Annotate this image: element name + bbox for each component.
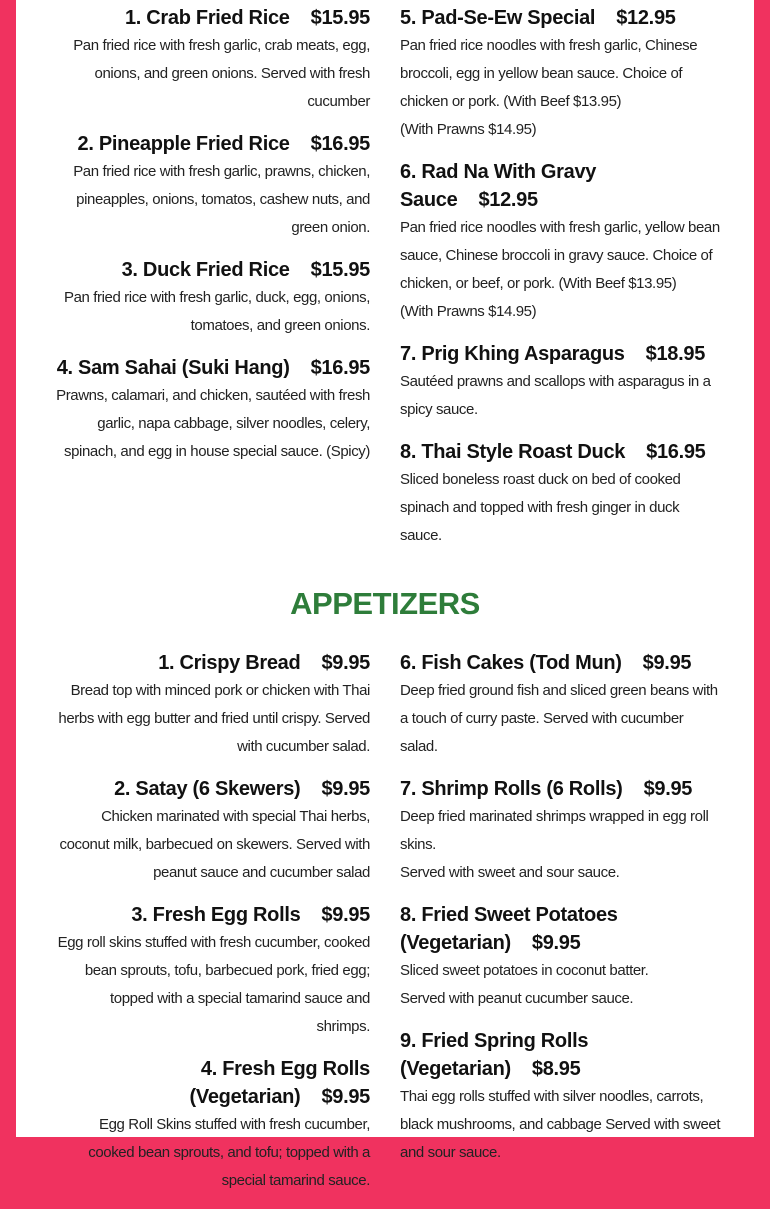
menu-item-title: 6. Fish Cakes (Tod Mun) $9.95 (400, 652, 692, 674)
menu-item-title: 8. Fried Sweet Potatoes (Vegetarian) $9.95 (400, 904, 618, 954)
menu-item (400, 901, 722, 1013)
menu-item-description: Pan fried rice with fresh garlic, crab meats, egg, onions, and green onions. Served with fresh cucumber (73, 37, 374, 110)
menu-item-description: Deep fried marinated shrimps wrapped in egg roll skins. Served with sweet and sour sauce. (400, 808, 709, 881)
menu-item-title: 2. Satay (6 Skewers) $9.95 (114, 778, 370, 800)
menu-item (400, 649, 722, 761)
menu-item (56, 4, 374, 116)
menu-item-description: Pan fried rice with fresh garlic, duck, egg, onions, tomatoes, and green onions. (63, 289, 374, 334)
menu-item (56, 1055, 374, 1195)
menu-item-description: Thai egg rolls stuffed with silver noodles, carrots, black mushrooms, and cabbage Served with sweet and sour sauce. (400, 1088, 724, 1161)
menu-item (56, 901, 374, 1041)
menu-item-description: Sautéed prawns and scallops with asparagus in a spicy sauce. (400, 373, 715, 418)
appetizers-right-column (400, 649, 722, 1181)
menu-item-title: 1. Crab Fried Rice $15.95 (124, 7, 370, 29)
menu-item (400, 340, 722, 424)
menu-item-title: 2. Pineapple Fried Rice $16.95 (77, 133, 370, 155)
menu-item-description: Prawns, calamari, and chicken, sautéed with fresh garlic, napa cabbage, silver noodles, celery, spinach, and egg in house special sauce. (Spicy) (56, 387, 374, 460)
noodles-left-column (56, 4, 374, 480)
menu-item-description: Sliced sweet potatoes in coconut batter. Served with peanut cucumber sauce. (400, 962, 649, 1007)
menu-item-title: 5. Pad-Se-Ew Special $12.95 (400, 7, 676, 29)
menu-item-title: 3. Duck Fried Rice $15.95 (121, 259, 370, 281)
menu-item-description: Egg roll skins stuffed with fresh cucumber, cooked bean sprouts, tofu, barbecued pork, fried egg; topped with a special tamarind sauce and shrimps. (57, 934, 374, 1035)
appetizers-heading: APPETIZERS (290, 586, 480, 621)
menu-item-description: Chicken marinated with special Thai herbs, coconut milk, barbecued on skewers. Served with peanut sauce and cucumber salad (59, 808, 374, 881)
menu-item-description: Deep fried ground fish and sliced green beans with a touch of curry paste. Served with cucumber salad. (400, 682, 722, 755)
menu-item (400, 1027, 722, 1167)
menu-item-description: Pan fried rice with fresh garlic, prawns, chicken, pineapples, onions, tomatos, cashew nuts, and green onion. (73, 163, 374, 236)
menu-item-title: 8. Thai Style Roast Duck $16.95 (400, 441, 706, 463)
menu-item-title: 6. Rad Na With Gravy Sauce $12.95 (400, 161, 597, 211)
menu-item (400, 775, 722, 887)
menu-item (56, 649, 374, 761)
menu-item (400, 438, 722, 550)
noodles-right-column (400, 4, 722, 564)
menu-item-title: 7. Prig Khing Asparagus $18.95 (400, 343, 706, 365)
menu-item-title: 4. Fresh Egg Rolls (Vegetarian) $9.95 (189, 1058, 370, 1108)
menu-item (56, 130, 374, 242)
menu-item-title: 7. Shrimp Rolls (6 Rolls) $9.95 (400, 778, 693, 800)
menu-item (56, 775, 374, 887)
menu-item-title: 1. Crispy Bread $9.95 (158, 652, 370, 674)
menu-item (56, 354, 374, 466)
menu-item-title: 4. Sam Sahai (Suki Hang) $16.95 (56, 357, 370, 379)
menu-item (56, 256, 374, 340)
menu-item-description: Egg Roll Skins stuffed with fresh cucumber, cooked bean sprouts, and tofu; topped with a special tamarind sauce. (88, 1116, 374, 1189)
menu-item-description: Pan fried rice noodles with fresh garlic, yellow bean sauce, Chinese broccoli in gravy sauce. Choice of chicken, or beef, or pork. (With Beef $13.95) (With Prawns $14.95) (400, 219, 720, 320)
menu-item-title: 3. Fresh Egg Rolls $9.95 (131, 904, 370, 926)
menu-item (400, 4, 722, 144)
menu-item-description: Sliced boneless roast duck on bed of cooked spinach and topped with fresh ginger in duck sauce. (400, 471, 685, 544)
menu-item (400, 158, 722, 326)
menu-page (16, 0, 754, 1189)
menu-item-description: Pan fried rice noodles with fresh garlic, Chinese broccoli, egg in yellow bean sauce. Choice of chicken or pork. (With Beef $13.95) (With Prawns $14.95) (400, 37, 698, 138)
menu-item-description: Bread top with minced pork or chicken with Thai herbs with egg butter and fried until crispy. Served with cucumber salad. (58, 682, 374, 755)
appetizers-left-column (56, 649, 374, 1209)
menu-item-title: 9. Fried Spring Rolls (Vegetarian) $8.95 (400, 1030, 589, 1080)
